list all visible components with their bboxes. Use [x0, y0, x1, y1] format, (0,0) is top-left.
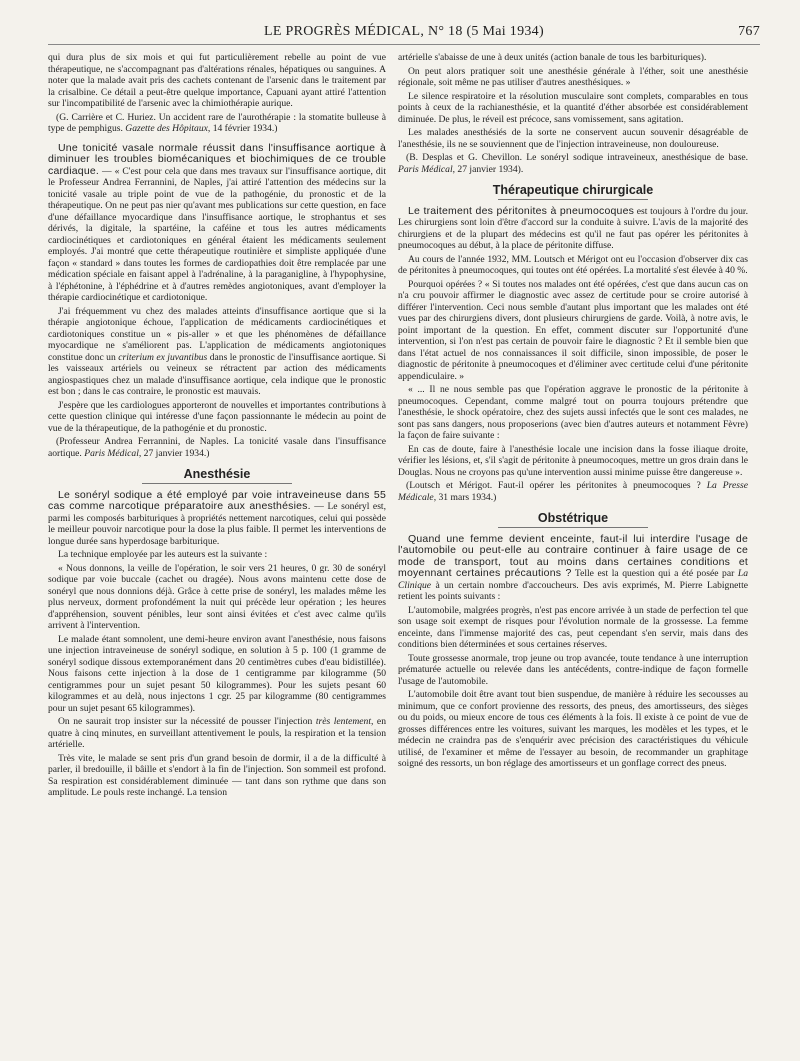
paragraph	[48, 716, 386, 751]
citation	[398, 480, 748, 503]
citation-date: , 31 mars 1934.)	[433, 491, 497, 503]
citation-text: (G. Carrière et C. Huriez. Un accident rare de l'aurothérapie : la stomatite bulleuse à type de pemphigus.	[48, 111, 386, 134]
citation-source: Paris Médical	[84, 447, 139, 459]
citation-source: La Presse Médicale	[398, 480, 748, 503]
citation	[398, 152, 748, 175]
paragraph: Pourquoi opérées ? « Si toutes nos malades ont été opérées, c'est que dans aucun cas on n'a cru pouvoir affirmer le diagnostic avec assez de certitude pour se croire autorisé à différer l'intervention. Ceci nous semble d'autant plus important que les malades ont été vues par des chirurgiens divers, dont plusieurs chirurgiens de garde. Voilà, à notre avis, le point important de la question. En effet, comment discuter sur l'opportunité d'une intervention, si l'on n'est pas certain de pouvoir faire le diagnostic ? Et il semble bien que dans l'état actuel de nos connaissances il soit difficile, sinon impossible, de poser le diagnostic de péritonite à pneumocoques et d'éliminer avec certitude celui d'une péritonite appendiculaire. »	[398, 278, 748, 382]
citation-source: Paris Médical	[398, 163, 453, 175]
section-heading-therapeutique: Thérapeutique chirurgicale	[492, 183, 654, 197]
lead-sentence: Le sonéryl sodique a été employé par voie intraveineuse dans 55 cas comme narcotique préparatoire aux anesthésies.	[48, 488, 386, 512]
section-heading-anesthesie: Anesthésie	[183, 467, 251, 481]
citation	[48, 436, 386, 459]
paragraph-body: — Le sonéryl est, parmi les composés barbituriques à propriétés nettement narcotiques, celui qui possède le meilleur pouvoir narcotique pour la dose la plus faible. Il permet les interventions de longue durée sans hyperdosage barbiturique.	[48, 501, 386, 547]
lead-sentence: Le traitement des péritonites à pneumocoques	[408, 204, 635, 217]
paragraph	[398, 206, 748, 252]
lead-sentence: Quand une femme devient enceinte, faut-il lui interdire l'usage de l'automobile ou peut-elle au contraire continuer à faire usage de ce mode de transport, tout au moins dans certaines conditions et moyennant certaines précautions ?	[398, 532, 748, 579]
paragraph: « Nous donnons, la veille de l'opération, le soir vers 21 heures, 0 gr. 30 de sonéryl sodique par voie buccale (cachet ou dragée). Nous avons maintenu cette dose de sonéryl que nous donnions déjà. Grâce à cette prise de sonéryl, les malades même les plus nerveux, dorment profondément la nuit qui précède leur opération ; les heures d'appréhension, souvent pénibles, leur sont ainsi évitées et c'est avec calme qu'ils arrivent à l'intervention.	[48, 562, 386, 631]
citation	[48, 112, 386, 135]
page-number: 767	[738, 24, 760, 39]
section-divider	[498, 527, 648, 528]
citation-date: , 27 janvier 1934.)	[138, 447, 210, 459]
paragraph-body: , en quatre à cinq minutes, en surveillant attentivement le pouls, la respiration et la tension artérielle.	[48, 716, 386, 750]
paragraph-body: à un certain nombre d'accoucheurs. Des avis exprimés, M. Pierre Labignette retient les points suivants :	[398, 579, 748, 602]
running-header	[48, 24, 760, 44]
section-divider	[498, 199, 648, 200]
paragraph: Le malade étant somnolent, une demi-heure environ avant l'anesthésie, nous faisons une injection intraveineuse de sonéryl sodique, en solution à 5 p. 100 (1 gramme de sonéryl sodique dissous extemporanément dans 20 centimètres cubes d'eau bidistillée). Nous faisons cette injection à la dose de 1 centigramme par kilogramme (50 centigrammes pour un sujet pesant 50 kilogrammes). Pour les sujets pesant 60 kilogrammes et au delà, nous injectons 1 cgr. 25 par kilogramme (80 centigrammes pour un sujet pesant 65 kilogrammes).	[48, 633, 386, 714]
section-divider	[142, 483, 292, 484]
header-divider	[48, 44, 760, 45]
paragraph	[48, 490, 386, 548]
paragraph-body: est toujours à l'ordre du jour. Les chirurgiens sont loin d'être d'accord sur la conduite à suivre. L'avis de la majorité des chirurgiens et de la plupart des médecins est qu'il ne faut pas opérer les péritonites à pneumocoques au début, à la place de péritonite diffuse.	[398, 205, 748, 251]
left-column	[48, 52, 386, 801]
section-heading-obstetrique: Obstétrique	[537, 511, 609, 525]
right-column	[398, 52, 748, 772]
citation-date: , 27 janvier 1934).	[452, 163, 524, 175]
paragraph	[48, 143, 386, 304]
paragraph-body: J'ai fréquemment vu chez des malades atteints d'insuffisance aortique que si la thérapie angiotonique échoue, l'application de médicaments cardiocinétiques et cardiotoniques constitue un « pis-aller » et que les phénomènes de défaillance myocardique ne s'améliorent pas. L'application de médicaments angiotoniques constitue donc un	[48, 305, 386, 363]
paragraph-body: Telle est la question qui a été posée par	[571, 568, 738, 579]
paragraph	[48, 306, 386, 398]
italic-term: très lentement	[315, 716, 372, 727]
paragraph: L'automobile doit être avant tout bien suspendue, de manière à réduire les secousses au minimum, que ce confort provienne des ressorts, des pneus, des amortisseurs, des sièges ou du poids, ou mieux encore de tous ces éléments à la fois. Il existe à ce point de vue de grosses différences entre les voitures, suivant les marques, les modèles et les types, et le médecin ne craindra pas de s'enquérir avec précision des caractéristiques du véhicule utilisé, de l'examiner et même de l'essayer au besoin, de recommander un graphitage soigné des ressorts, un bon réglage des amortisseurs et un gonflage correct des pneus.	[398, 689, 748, 769]
paragraph	[398, 534, 748, 603]
paragraph-body: On ne saurait trop insister sur la nécessité de pousser l'injection	[58, 716, 316, 727]
paragraph-body: dans le pronostic de l'insuffisance aortique. Si les vaisseaux artériels ou veineux se rétractent par action des médicaments angiospastiques chez un malade d'insuffisance aortique, cela indique que le pronostic est bon ; dans le cas contraire, le pronostic est mauvais.	[48, 351, 387, 397]
paragraph: L'automobile, malgrées progrès, n'est pas encore arrivée à un stade de perfection tel que son usage soit exempt de risques pour l'évolution normale de la grossesse. La femme enceinte, dans l'immense majorité des cas, peut cependant s'en servir, mais dans des conditions bien déterminées et sous certaines réserves.	[398, 604, 748, 650]
paragraph: J'espère que les cardiologues apporteront de nouvelles et importantes contributions à cette question clinique qui intéresse d'une façon passionnante le médecin au point de vue de la thérapeutique, de la pathogénie et du pronostic.	[48, 399, 386, 434]
paragraph: On peut alors pratiquer soit une anesthésie générale à l'éther, soit une anesthésie régionale, soit même ne pas utiliser d'autres anesthésiques. »	[398, 65, 748, 88]
citation-text: (Professeur Andrea Ferrannini, de Naples. La tonicité vasale dans l'insuffisance aortique.	[48, 436, 386, 459]
italic-term: criterium ex juvantibus	[118, 351, 208, 363]
paragraph: Très vite, le malade se sent pris d'un grand besoin de dormir, il a de la difficulté à parler, il bredouille, il bâille et s'endort à la fin de l'injection. Son sommeil est profond. Sa respiration est considérablement diminuée — tant dans son rythme que dans son amplitude. Le pouls reste inchangé. La tension	[48, 752, 386, 798]
paragraph: Toute grossesse anormale, trop jeune ou trop avancée, toute tendance à une interruption prématurée actuelle ou relevée dans les antécédents, contre-indique de façon formelle l'usage de l'automobile.	[398, 652, 748, 687]
journal-title: LE PROGRÈS MÉDICAL, N° 18 (5 Mai 1934)	[264, 24, 544, 39]
paragraph: En cas de doute, faire à l'anesthésie locale une incision dans la fosse iliaque droite, vérifier les lésions, et, s'il s'agit de péritonite à pneumocoques, mettre un gros drain dans le Douglas. Nous ne croyons pas qu'une intervention aussi minime puisse être dangereuse ».	[398, 443, 748, 478]
citation-text: (B. Desplas et G. Chevillon. Le sonéryl sodique intraveineux, anesthésique de base.	[406, 152, 748, 163]
citation-text: (Loutsch et Mérigot. Faut-il opérer les péritonites à pneumocoques ?	[406, 480, 707, 491]
citation-source: Gazette des Hôpitaux	[125, 123, 208, 134]
citation-date: , 14 février 1934.)	[207, 123, 278, 134]
italic-term: La Clinique	[398, 568, 748, 591]
paragraph: « ... Il ne nous semble pas que l'opération aggrave le pronostic de la péritonite à pneumocoques. Cependant, comme malgré tout on pourra toujours prétendre que l'anesthésie, le shock opératoire, chez des sujets aussi infectés que le sont ces malades, ne sont pas sans dangers, nous proposerions (avec bien d'autres auteurs et notamment Fèvre) la façon de faire suivante :	[398, 384, 748, 441]
lead-sentence: Une tonicité vasale normale réussit dans l'insuffisance aortique à diminuer les troubles biomécaniques et biochimiques de ce trouble cardiaque.	[48, 141, 386, 177]
paragraph: La technique employée par les auteurs est la suivante :	[58, 549, 268, 560]
paragraph: Le silence respiratoire et la résolution musculaire sont complets, comparables en tous points à ceux de la rachianesthésie, et la quantité d'éther absorbée est considérablement diminuée. De plus, le réveil est précoce, sans vomissement, sans agitation.	[398, 90, 748, 125]
paragraph: artérielle s'abaisse de une à deux unités (action banale de tous les barbituriques).	[398, 52, 707, 63]
paragraph: Au cours de l'année 1932, MM. Loutsch et Mérigot ont eu l'occasion d'observer dix cas de péritonites à pneumocoques, qui toutes ont été opérées. La mortalité s'est élevée à 40 %.	[398, 253, 748, 276]
paragraph: Les malades anesthésiés de la sorte ne conservent aucun souvenir désagréable de l'anesthésie, ils ne se souviennent que de l'injection intraveineuse, non douloureuse.	[398, 127, 748, 150]
paragraph: qui dura plus de six mois et qui fut particulièrement rebelle au point de vue thérapeutique, ne s'accompagnant pas d'altérations rénales, hépatiques ou sanguines. A noter que la malade avait pris des cachets contenant de l'arsenic dans le traitement par la crisalbine. Ce détail a peut-être quelque importance, Capuani ayant attiré l'attention sur l'incompatibilité de l'arsenic avec la chimiothérapie aurique.	[48, 52, 386, 109]
paragraph-body: — « C'est pour cela que dans mes travaux sur l'insuffisance aortique, dit le Professeur Andrea Ferrannini, de Naples, j'ai attiré l'attention des médecins sur la tonicité vasale au triple point de vue de la pathogénie, du pronostic et de la thérapeutique. On ne peut pas nier qu'avant mes publications sur cette question, en face d'une défaillance myocardique dans l'insuffisance aortique, le strophantus et ses dérivés, la digitale, la spartéine, la caféine et tous les autres médicaments cardiocinétiques et cardiotoniques en général étaient les médicaments seulement employés. J'ai montré que cette thérapeutique routinière et simpliste appliquée d'une façon « standard » dans toutes les formes de cardiopathies doit être remplacée par une médication spéciale en faisant appel à l'adrénaline, à la paraganigline, à l'hypophysine, à l'éphétonine, à l'éphédrine et à d'autres remèdes angiotoniques, avant d'employer la thérapie cardiocinétique et cardiotonique.	[48, 165, 386, 303]
